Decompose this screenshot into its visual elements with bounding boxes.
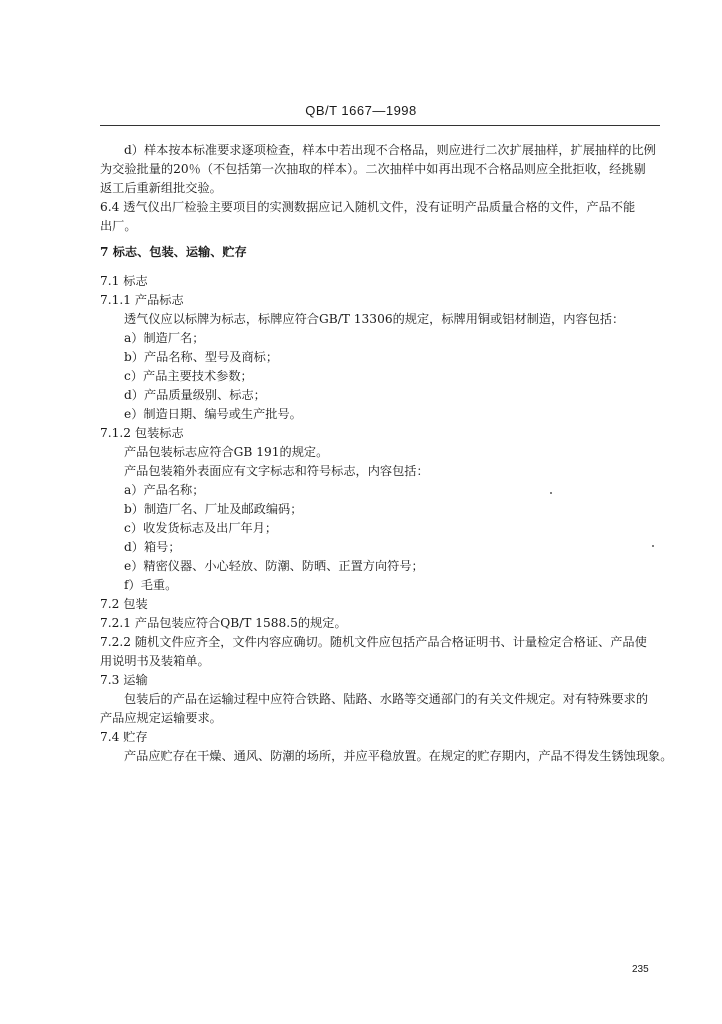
clause-7-1-heading: 7.1 标志 [100,274,148,288]
list-item: e）精密仪器、小心轻放、防潮、防晒、正置方向符号； [124,559,424,573]
clause-7-4-heading: 7.4 贮存 [100,730,148,744]
text-line: 产品包装标志应符合GB 191的规定。 [124,445,329,459]
list-item: e）制造日期、编号或生产批号。 [124,407,302,421]
scan-speck [550,492,552,494]
page-number: 235 [632,964,649,975]
text-line: 返工后重新组批交验。 [100,181,222,195]
text-line: 透气仪应以标牌为标志，标牌应符合GB/T 13306的规定，标牌用铜或铝材制造，内容包括： [124,312,625,326]
clause-7-1-1-heading: 7.1.1 产品标志 [100,293,184,307]
list-item: b）制造厂名、厂址及邮政编码； [124,502,303,516]
text-line: 产品应规定运输要求。 [100,711,222,725]
clause-7-2-heading: 7.2 包装 [100,597,148,611]
page-header-standard: QB/T 1667—1998 [305,103,417,118]
list-item: d）产品质量级别、标志； [124,388,266,402]
list-item: b）产品名称、型号及商标； [124,350,279,364]
text-line: 产品应贮存在干燥、通风、防潮的场所，并应平稳放置。在规定的贮存期内，产品不得发生锈蚀现象。 [124,749,673,763]
text-line: 出厂。 [100,219,137,233]
list-item: f）毛重。 [124,578,178,592]
clause-7-1-2-heading: 7.1.2 包装标志 [100,426,184,440]
text-line: d）样本按本标准要求逐项检查，样本中若出现不合格品，则应进行二次扩展抽样，扩展抽样的比例 [124,143,656,157]
list-item: a）制造厂名； [124,331,205,345]
clause-6-4: 6.4 透气仪出厂检验主要项目的实测数据应记入随机文件，没有证明产品质量合格的文件，产品不能 [100,200,636,214]
scan-speck [652,545,654,547]
list-item: c）收发货标志及出厂年月； [124,521,278,535]
clause-7-2-1: 7.2.1 产品包装应符合QB/T 1588.5的规定。 [100,616,347,630]
text-line: 用说明书及装箱单。 [100,654,210,668]
clause-7-3-heading: 7.3 运输 [100,673,148,687]
list-item: d）箱号； [124,540,181,554]
text-line: 为交验批量的20％（不包括第一次抽取的样本）。二次抽样中如再出现不合格品则应全批拒收，经挑剔 [100,162,646,176]
list-item: c）产品主要技术参数； [124,369,253,383]
header-rule [100,125,660,126]
section-heading-7: 7 标志、包装、运输、贮存 [100,245,247,259]
text-line: 产品包装箱外表面应有文字标志和符号标志，内容包括： [124,464,429,478]
clause-7-2-2: 7.2.2 随机文件应齐全，文件内容应确切。随机文件应包括产品合格证明书、计量检定合格证、产品使 [100,635,647,649]
text-line: 包装后的产品在运输过程中应符合铁路、陆路、水路等交通部门的有关文件规定。对有特殊要求的 [124,692,649,706]
list-item: a）产品名称； [124,483,205,497]
